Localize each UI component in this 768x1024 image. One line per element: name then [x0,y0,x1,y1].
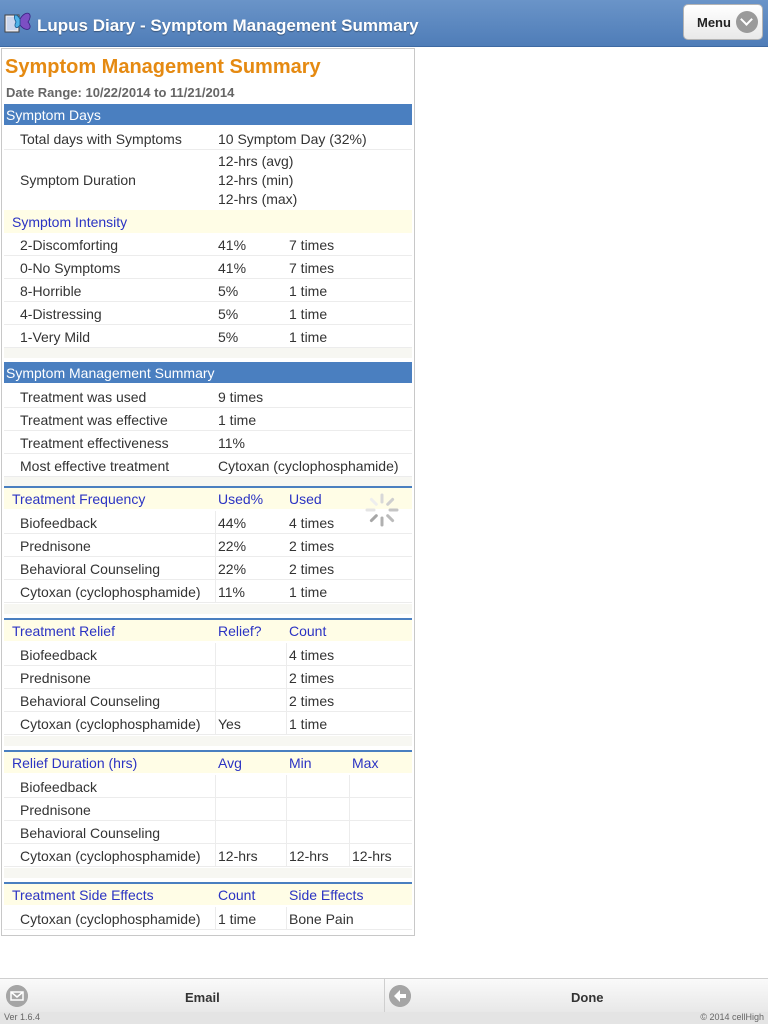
relief-name: Biofeedback [20,647,98,663]
column-divider [215,689,216,712]
relief-duration-max: 12-hrs [352,848,392,864]
version-label: Ver 1.6.4 [4,1012,41,1022]
menu-button-label: Menu [697,15,731,30]
relief-header [4,618,412,641]
table-row [4,666,412,689]
frequency-header-title: Treatment Frequency [12,491,146,507]
column-divider [215,511,216,534]
relief-header-count: Count [289,623,327,639]
relief-count: 4 times [289,647,335,663]
intensity-name: 1-Very Mild [20,329,91,345]
column-divider [215,666,216,689]
intensity-times: 1 time [289,306,328,322]
table-row [4,580,412,603]
relief-name: Prednisone [20,670,91,686]
column-divider [215,557,216,580]
table-row [4,907,412,930]
management-label: Treatment was used [20,389,147,405]
done-button-label: Done [571,990,604,1005]
column-divider [215,580,216,603]
frequency-name: Prednisone [20,538,91,554]
column-divider [286,798,287,821]
intensity-pct: 41% [218,260,247,276]
relief-duration-header [4,750,412,773]
table-row [4,557,412,580]
table-row-duration [4,150,412,210]
column-divider [215,712,216,735]
relief-duration-header-avg: Avg [218,755,242,771]
row-value: 10 Symptom Day (32%) [218,131,367,147]
relief-duration-header-title: Relief Duration (hrs) [12,755,138,771]
management-label: Most effective treatment [20,458,170,474]
relief-duration-name: Cytoxan (cyclophosphamide) [20,848,201,864]
column-divider [286,712,287,735]
table-row [4,712,412,735]
table-row [4,431,412,454]
row-label: Symptom Duration [20,172,136,188]
column-divider [286,689,287,712]
column-divider [215,798,216,821]
chevron-down-icon [736,11,758,33]
section-spacer [4,604,412,614]
intensity-name: 0-No Symptoms [20,260,121,276]
frequency-used: 2 times [289,561,335,577]
duration-min: 12-hrs (min) [218,172,294,188]
column-divider [215,907,216,930]
management-value: Cytoxan (cyclophosphamide) [218,458,399,474]
table-row [4,325,412,348]
table-row [4,511,412,534]
frequency-used: 1 time [289,584,328,600]
intensity-pct: 5% [218,329,239,345]
intensity-header [4,210,412,233]
frequency-name: Biofeedback [20,515,98,531]
report-title: Symptom Management Summary [5,56,321,78]
table-row [4,408,412,431]
side-effects-header-effects: Side Effects [289,887,364,903]
section-band-management [4,362,412,383]
relief-count: 1 time [289,716,328,732]
back-arrow-icon [389,985,411,1007]
column-divider [215,775,216,798]
header-title: Lupus Diary - Symptom Management Summary [37,16,419,35]
intensity-pct: 5% [218,306,239,322]
table-row [4,643,412,666]
column-divider [349,775,350,798]
side-effects-count: 1 time [218,911,257,927]
butterfly-diary-icon [4,9,34,35]
table-row [4,798,412,821]
frequency-pct: 11% [218,584,245,600]
footer [0,1012,768,1024]
column-divider [286,643,287,666]
frequency-pct: 44% [218,515,247,531]
side-effects-header [4,882,412,905]
intensity-name: 8-Horrible [20,283,82,299]
row-label: Total days with Symptoms [20,131,182,147]
table-row [4,689,412,712]
relief-count: 2 times [289,693,335,709]
table-row [4,127,412,150]
relief-name: Behavioral Counseling [20,693,161,709]
app-header [0,0,768,47]
table-row [4,279,412,302]
section-spacer [4,868,412,878]
section-band-title: Symptom Management Summary [6,365,215,381]
column-divider [286,666,287,689]
management-value: 1 time [218,412,257,428]
table-row [4,844,412,867]
frequency-header [4,486,412,509]
frequency-used: 4 times [289,515,335,531]
table-row [4,302,412,325]
relief-value: Yes [218,716,241,732]
column-divider [286,775,287,798]
side-effects-name: Cytoxan (cyclophosphamide) [20,911,201,927]
side-effects-effects: Bone Pain [289,911,354,927]
duration-avg: 12-hrs (avg) [218,153,294,169]
menu-button[interactable] [683,4,763,40]
management-value: 9 times [218,389,264,405]
management-label: Treatment was effective [20,412,168,428]
column-divider [349,844,350,867]
frequency-pct: 22% [218,561,247,577]
relief-duration-header-max: Max [352,755,379,771]
table-row [4,256,412,279]
table-row [4,233,412,256]
column-divider [215,844,216,867]
frequency-name: Behavioral Counseling [20,561,161,577]
relief-duration-min: 12-hrs [289,848,329,864]
column-divider [286,844,287,867]
intensity-times: 1 time [289,283,328,299]
frequency-header-pct: Used% [218,491,264,507]
side-effects-header-count: Count [218,887,256,903]
section-spacer [4,348,412,358]
relief-count: 2 times [289,670,335,686]
email-button-label: Email [185,990,220,1005]
relief-duration-header-min: Min [289,755,312,771]
report-panel [1,48,415,936]
table-row [4,775,412,798]
table-row [4,385,412,408]
duration-max: 12-hrs (max) [218,191,298,207]
frequency-header-used: Used [289,491,322,507]
intensity-header-title: Symptom Intensity [12,214,128,230]
relief-header-relief: Relief? [218,623,262,639]
side-effects-header-title: Treatment Side Effects [12,887,154,903]
intensity-times: 7 times [289,260,335,276]
copyright-label: © 2014 cellHigh [700,1012,764,1022]
email-button[interactable] [0,979,384,1013]
frequency-pct: 22% [218,538,247,554]
table-row [4,454,412,477]
column-divider [286,907,287,930]
management-label: Treatment effectiveness [20,435,169,451]
bottom-toolbar [0,978,768,1012]
column-divider [215,821,216,844]
section-spacer [4,736,412,746]
intensity-name: 2-Discomforting [20,237,119,253]
relief-duration-name: Behavioral Counseling [20,825,161,841]
table-row [4,821,412,844]
table-row [4,534,412,557]
done-button[interactable] [385,979,768,1013]
relief-duration-avg: 12-hrs [218,848,258,864]
intensity-times: 1 time [289,329,328,345]
section-band-title: Symptom Days [6,107,101,123]
frequency-used: 2 times [289,538,335,554]
column-divider [215,643,216,666]
intensity-pct: 41% [218,237,247,253]
column-divider [286,821,287,844]
management-value: 11% [218,435,245,451]
spinner-icon [364,492,400,528]
intensity-times: 7 times [289,237,335,253]
date-range: Date Range: 10/22/2014 to 11/21/2014 [6,85,235,100]
column-divider [349,821,350,844]
intensity-name: 4-Distressing [20,306,102,322]
relief-duration-name: Prednisone [20,802,91,818]
relief-duration-name: Biofeedback [20,779,98,795]
relief-name: Cytoxan (cyclophosphamide) [20,716,201,732]
section-band-symptom-days [4,104,412,125]
column-divider [215,534,216,557]
relief-header-title: Treatment Relief [12,623,115,639]
envelope-icon [6,985,28,1007]
frequency-name: Cytoxan (cyclophosphamide) [20,584,201,600]
intensity-pct: 5% [218,283,239,299]
column-divider [349,798,350,821]
